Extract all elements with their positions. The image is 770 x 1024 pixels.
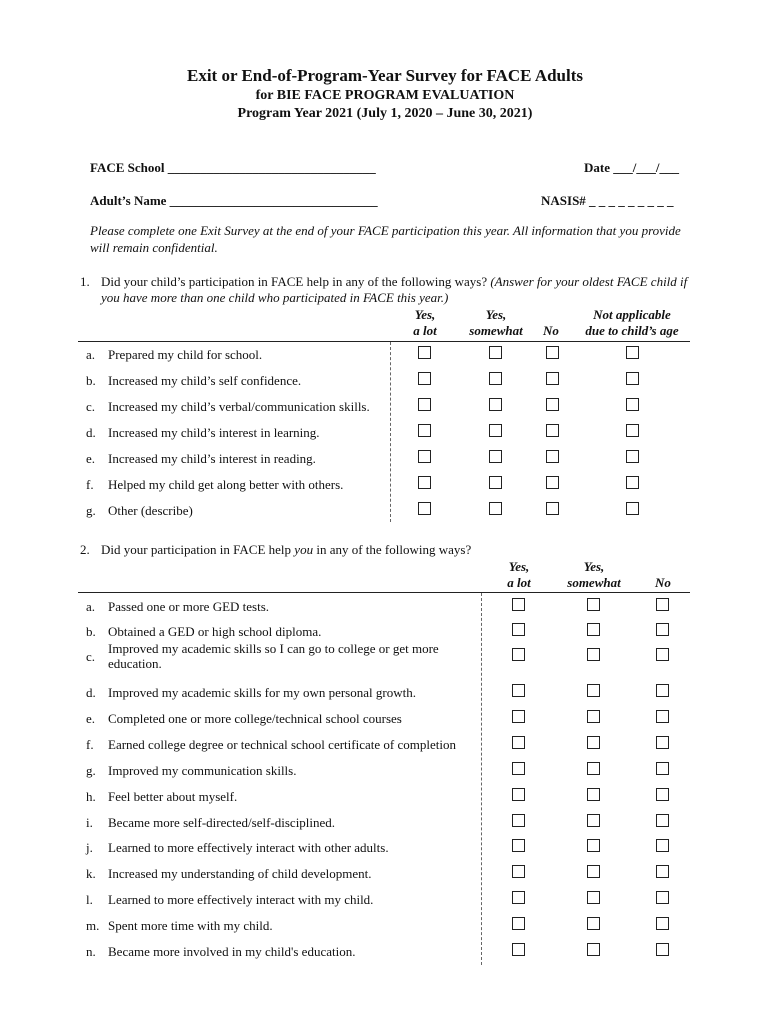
checkbox[interactable] — [626, 398, 639, 411]
item-text: Earned college degree or technical school certificate of completion — [108, 737, 456, 752]
item-letter: i. — [86, 815, 93, 830]
checkbox[interactable] — [587, 891, 600, 904]
checkbox[interactable] — [656, 684, 669, 697]
item-letter: c. — [86, 649, 96, 664]
checkbox[interactable] — [512, 839, 525, 852]
instructions: Please complete one Exit Survey at the end of your FACE participation this year. All information that you provide will remain confidential. — [90, 223, 681, 255]
checkbox[interactable] — [512, 648, 525, 661]
item-letter: d. — [86, 685, 96, 700]
checkbox[interactable] — [512, 917, 525, 930]
checkbox[interactable] — [626, 502, 639, 515]
checkbox[interactable] — [587, 839, 600, 852]
checkbox[interactable] — [587, 943, 600, 956]
checkbox[interactable] — [656, 762, 669, 775]
item-letter: e. — [86, 451, 96, 466]
item-text: Increased my understanding of child development. — [108, 866, 372, 881]
checkbox[interactable] — [489, 398, 502, 411]
survey-title: Exit or End-of-Program-Year Survey for FACE Adults — [186, 66, 584, 85]
nasis-field[interactable]: NASIS# _ _ _ _ _ _ _ _ _ — [541, 193, 674, 208]
checkbox[interactable] — [587, 788, 600, 801]
q1-col-not-applicable: Not applicable due to child’s age — [585, 307, 679, 338]
item-text: Helped my child get along better with others. — [108, 477, 344, 492]
checkbox[interactable] — [546, 450, 559, 463]
checkbox[interactable] — [418, 424, 431, 437]
q2-col-yes-alot: Yes, a lot — [507, 559, 531, 590]
item-text: Feel better about myself. — [108, 789, 238, 804]
checkbox[interactable] — [418, 502, 431, 515]
checkbox[interactable] — [512, 943, 525, 956]
checkbox[interactable] — [656, 736, 669, 749]
checkbox[interactable] — [626, 450, 639, 463]
item-letter: g. — [86, 503, 96, 518]
item-text: Passed one or more GED tests. — [108, 599, 270, 614]
item-letter: d. — [86, 425, 96, 440]
checkbox[interactable] — [512, 865, 525, 878]
date-field[interactable]: Date ___/___/___ — [584, 160, 679, 175]
item-letter: j. — [86, 840, 93, 855]
item-text: Completed one or more college/technical school courses — [108, 711, 402, 726]
checkbox[interactable] — [546, 502, 559, 515]
checkbox[interactable] — [626, 476, 639, 489]
checkbox[interactable] — [546, 476, 559, 489]
checkbox[interactable] — [512, 736, 525, 749]
checkbox[interactable] — [546, 398, 559, 411]
item-letter: b. — [86, 373, 96, 388]
checkbox[interactable] — [489, 502, 502, 515]
checkbox[interactable] — [418, 398, 431, 411]
item-text: Spent more time with my child. — [108, 918, 273, 933]
q1-note: (Answer for your oldest FACE child if you have more than one child who participated in FACE this year.) — [101, 274, 688, 305]
item-letter: k. — [86, 866, 96, 881]
item-text: Increased my child’s self confidence. — [108, 373, 302, 388]
item-letter: g. — [86, 763, 96, 778]
checkbox[interactable] — [418, 372, 431, 385]
checkbox[interactable] — [418, 476, 431, 489]
checkbox[interactable] — [512, 684, 525, 697]
checkbox[interactable] — [626, 372, 639, 385]
checkbox[interactable] — [587, 814, 600, 827]
checkbox[interactable] — [587, 917, 600, 930]
item-letter: h. — [86, 789, 96, 804]
checkbox[interactable] — [418, 346, 431, 359]
q1-question — [101, 274, 691, 306]
item-letter: f. — [86, 477, 94, 492]
checkbox[interactable] — [656, 839, 669, 852]
checkbox[interactable] — [512, 598, 525, 611]
checkbox[interactable] — [656, 891, 669, 904]
item-text: Improved my academic skills for my own personal growth. — [108, 685, 416, 700]
item-text: Improved my communication skills. — [108, 763, 297, 778]
checkbox[interactable] — [587, 684, 600, 697]
q1-col-yes-alot: Yes, a lot — [413, 307, 437, 338]
checkbox[interactable] — [587, 598, 600, 611]
checkbox[interactable] — [656, 710, 669, 723]
q2-number: 2. — [80, 542, 90, 557]
checkbox[interactable] — [656, 917, 669, 930]
checkbox[interactable] — [587, 710, 600, 723]
item-text: Increased my child’s interest in learning. — [108, 425, 320, 440]
checkbox[interactable] — [546, 424, 559, 437]
face-school-field[interactable]: FACE School ________________________________ — [90, 160, 376, 175]
item-text: Learned to more effectively interact with my child. — [108, 892, 374, 907]
item-letter: f. — [86, 737, 94, 752]
item-letter: c. — [86, 399, 96, 414]
item-text: Learned to more effectively interact with other adults. — [108, 840, 389, 855]
checkbox[interactable] — [656, 814, 669, 827]
checkbox[interactable] — [587, 648, 600, 661]
adult-name-field[interactable]: Adult’s Name ________________________________ — [90, 193, 378, 208]
item-letter: n. — [86, 944, 96, 959]
item-letter: e. — [86, 711, 96, 726]
checkbox[interactable] — [512, 814, 525, 827]
item-text: Became more self-directed/self-disciplined. — [108, 815, 336, 830]
q2-col-yes-somewhat: Yes, somewhat — [567, 559, 621, 590]
item-text: Prepared my child for school. — [108, 347, 263, 362]
q1-col-no: No — [543, 323, 559, 338]
checkbox[interactable] — [546, 346, 559, 359]
q1-text: Did your child’s participation in FACE help in any of the following ways? — [101, 274, 488, 289]
checkbox[interactable] — [512, 762, 525, 775]
q1-divider — [390, 342, 391, 522]
checkbox[interactable] — [489, 346, 502, 359]
checkbox[interactable] — [512, 891, 525, 904]
checkbox[interactable] — [489, 450, 502, 463]
item-text: Increased my child’s verbal/communication skills. — [108, 399, 370, 414]
checkbox[interactable] — [512, 623, 525, 636]
checkbox[interactable] — [489, 476, 502, 489]
q1-number: 1. — [80, 274, 90, 289]
item-text: Obtained a GED or high school diploma. — [108, 624, 322, 639]
checkbox[interactable] — [656, 598, 669, 611]
checkbox[interactable] — [656, 788, 669, 801]
item-text: Improved my academic skills so I can go to college or get more education. — [108, 641, 439, 671]
item-letter: b. — [86, 624, 96, 639]
q2-divider — [481, 593, 482, 965]
q1-rule — [78, 341, 690, 342]
item-letter: m. — [86, 918, 100, 933]
item-letter: l. — [86, 892, 93, 907]
q2-question: Did your participation in FACE help you in any of the following ways? — [101, 542, 472, 557]
survey-subtitle: for BIE FACE PROGRAM EVALUATION — [255, 88, 515, 103]
checkbox[interactable] — [656, 623, 669, 636]
item-letter: a. — [86, 599, 96, 614]
item-text: Increased my child’s interest in reading. — [108, 451, 316, 466]
checkbox[interactable] — [656, 943, 669, 956]
checkbox[interactable] — [656, 648, 669, 661]
program-year: Program Year 2021 (July 1, 2020 – June 30, 2021) — [237, 106, 533, 121]
checkbox[interactable] — [512, 710, 525, 723]
checkbox[interactable] — [587, 623, 600, 636]
q1-col-yes-somewhat: Yes, somewhat — [469, 307, 523, 338]
checkbox[interactable] — [587, 865, 600, 878]
checkbox[interactable] — [418, 450, 431, 463]
checkbox[interactable] — [626, 346, 639, 359]
q2-col-no: No — [655, 575, 671, 590]
checkbox[interactable] — [656, 865, 669, 878]
item-text: Other (describe) — [108, 503, 193, 518]
checkbox[interactable] — [512, 788, 525, 801]
checkbox[interactable] — [626, 424, 639, 437]
item-text: Became more involved in my child's education. — [108, 944, 356, 959]
item-letter: a. — [86, 347, 96, 362]
q2-rule — [78, 592, 690, 593]
checkbox[interactable] — [587, 762, 600, 775]
checkbox[interactable] — [489, 424, 502, 437]
checkbox[interactable] — [546, 372, 559, 385]
checkbox[interactable] — [489, 372, 502, 385]
checkbox[interactable] — [587, 736, 600, 749]
